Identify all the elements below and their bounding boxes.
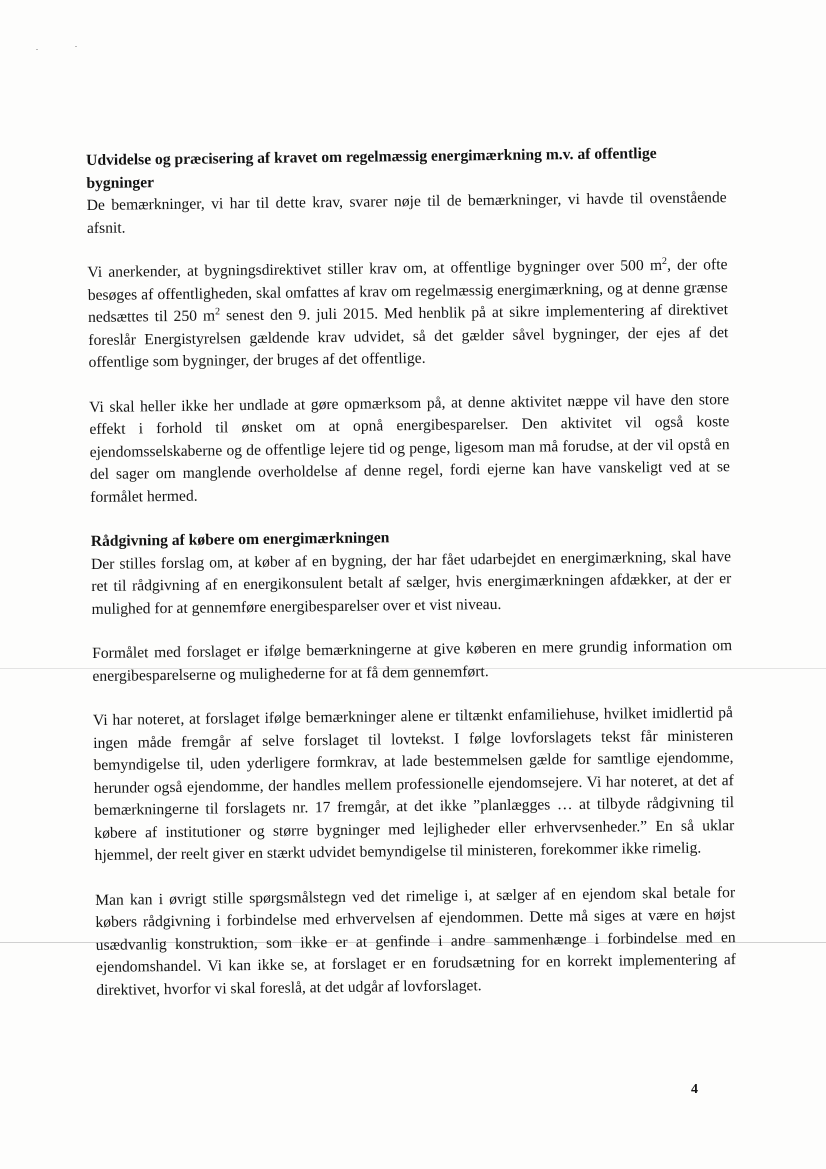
paragraph: Vi har noteret, at forslaget ifølge bemærkninger alene er tiltænkt enfamiliehuse, hvilket imidlertid på ingen måde fremgår af selve forslaget til lovtekst. I følge lovforslagets tekst får ministeren bemyndigelse til, uden yderligere formkrav, at lade bestemmelsen gælde for samtlige ejendomme, herunder også ejendomme, der handles mellem professionelle ejendomsejere. Vi har noteret, at det af bemærkningerne til forslagets nr. 17 fremgår, at det ikke ”planlægges … at tilbyde rådgivning til købere af institutioner og større bygninger med lejligheder eller erhvervsenheder.” En så uklar hjemmel, der reelt giver en stærkt udvidet bemyndigelse til ministeren, forekommer ikke rimelig. xyxy=(92,704,735,864)
paragraph: Der stilles forslag om, at køber af en bygning, der har fået udarbejdet en energimærkning, skal have ret til rådgivning af en energikonsulent betalt af sælger, hvis energimærkningen afdækker, at der er mulighed for at gennemføre energibesparelser over et vist niveau. xyxy=(90,547,732,618)
section-heading-energy-labelling-public-buildings: Udvidelse og præcisering af kravet om regelmæssig energimærkning m.v. af offentlige bygninger xyxy=(86,145,657,192)
paragraph: Vi skal heller ikke her undlade at gøre opmærksom på, at denne aktivitet næppe vil have den store effekt i forhold til ønsket om at opnå energibesparelser. Den aktivitet vil også koste ejendomsselskaberne og de offentlige lejere tid og penge, ligesom man må forudse, at der vil opstå en del sager om manglende overholdelse af denne regel, fordi ejerne kan have vanskeligt ved at se formålet hermed. xyxy=(89,390,731,506)
scan-speck xyxy=(36,49,38,50)
scan-speck xyxy=(75,46,77,47)
page-number: 4 xyxy=(691,1082,698,1097)
paragraph: Man kan i øvrigt stille spørgsmålstegn ved det rimelige i, at sælger af en ejendom skal betale for købers rådgivning i forbindelse med erhvervelsen af ejendommen. Dette må siges at være en højst usædvanlig konstruktion, som ikke er at genfinde i andre sammenhænge i forbindelse med en ejendomshandel. Vi kan ikke se, at forslaget er en forudsætning for en korrekt implementering af direktivet, hvorfor vi skal foreslå, at det udgår af lovforslaget. xyxy=(95,883,737,999)
paragraph: Formålet med forslaget er ifølge bemærkningerne at give køberen en mere grundig information om energibesparelserne og mulighederne for at få dem gennemført. xyxy=(92,637,733,685)
paragraph: De bemærkninger, vi har til dette krav, svarer nøje til de bemærkninger, vi havde til ovenstående afsnit. xyxy=(86,189,727,237)
document-body xyxy=(86,142,737,1024)
paragraph-building-directive: Vi anerkender, at bygningsdirektivet stiller krav om, at offentlige bygninger over 500 $m^2$, der ofte besøges af offentligheden, skal omfattes af krav om regelmæssig energimærkning, og at denne grænse nedsættes til 250 $m^2$ senest den 9. juli 2015. Med henblik på at sikre implementering af direktivet foreslår Energistyrelsen gældende krav udvidet, så det gælder såvel bygninger, der ejes af det offentlige som bygninger, der bruges af det offentlige. xyxy=(87,255,729,371)
section-heading-buyer-advice: Rådgivning af købere om energimærkningen xyxy=(90,529,390,550)
